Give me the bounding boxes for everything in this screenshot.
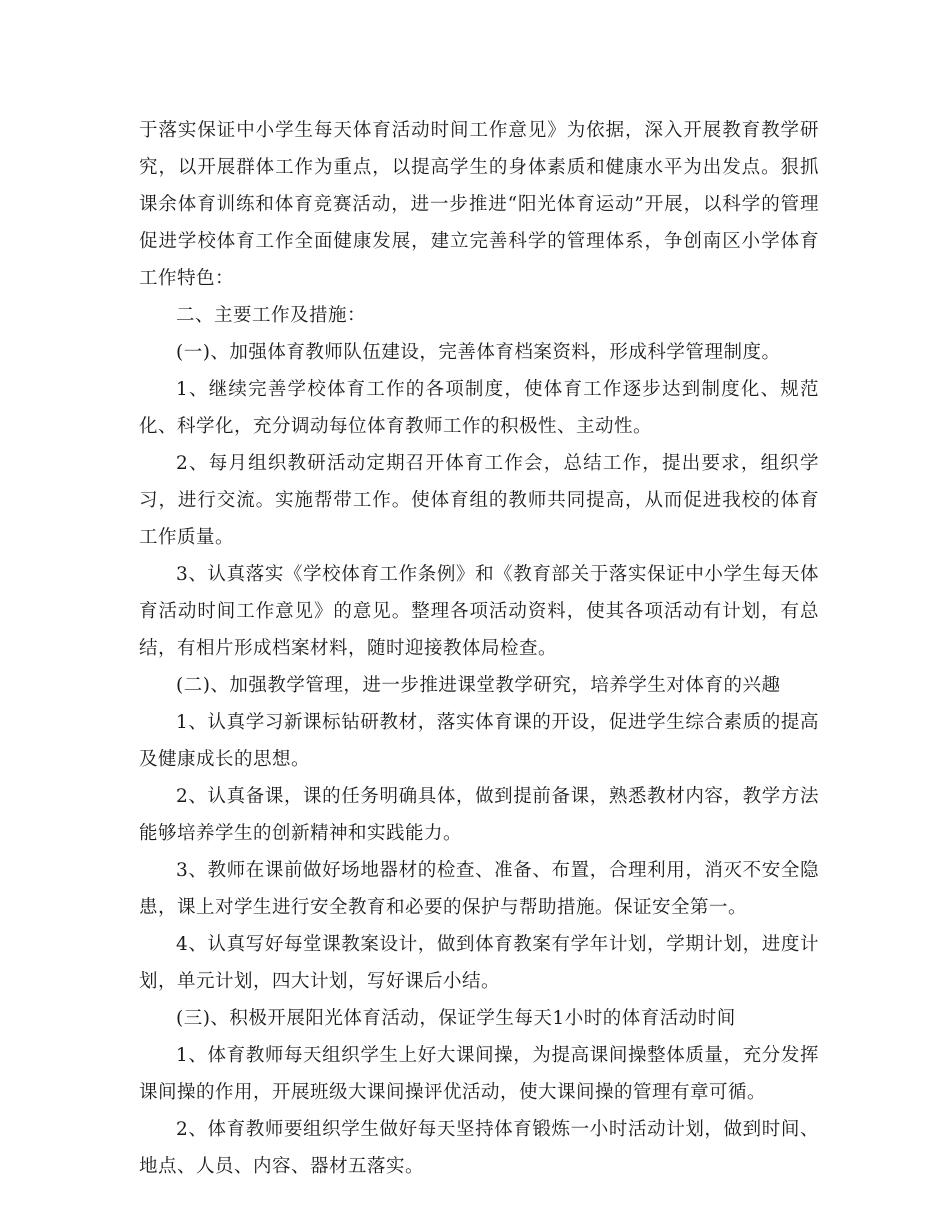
list-item: 2、每月组织教研活动定期召开体育工作会，总结工作，提出要求，组织学习，进行交流。实施帮带工作。使体育组的教师共同提高，从而促进我校的体育工作质量。 xyxy=(139,453,819,548)
section-heading-main-work: 二、主要工作及措施： xyxy=(176,305,367,326)
list-item: 1、认真学习新课标钻研教材，落实体育课的开设，促进学生综合素质的提高及健康成长的思想。 xyxy=(139,712,819,770)
subsection-heading-3: (三)、积极开展阳光体育活动，保证学生每天1小时的体育活动时间 xyxy=(176,1008,736,1029)
list-item: 2、认真备课，课的任务明确具体，做到提前备课，熟悉教材内容，教学方法能够培养学生的创新精神和实践能力。 xyxy=(139,786,819,844)
list-item: 1、体育教师每天组织学生上好大课间操，为提高课间操整体质量，充分发挥课间操的作用，开展班级大课间操评优活动，使大课间操的管理有章可循。 xyxy=(139,1045,819,1103)
document-body xyxy=(139,112,819,1185)
subsection-heading-2: (二)、加强教学管理，进一步推进课堂教学研究，培养学生对体育的兴趣 xyxy=(176,675,781,696)
list-item: 3、教师在课前做好场地器材的检查、准备、布置，合理利用，消灭不安全隐患，课上对学生进行安全教育和必要的保护与帮助措施。保证安全第一。 xyxy=(139,860,819,918)
list-item: 4、认真写好每堂课教案设计，做到体育教案有学年计划，学期计划，进度计划，单元计划，四大计划，写好课后小结。 xyxy=(139,934,819,992)
paragraph-intro-continuation: 于落实保证中小学生每天体育活动时间工作意见》为依据，深入开展教育教学研究，以开展群体工作为重点，以提高学生的身体素质和健康水平为出发点。狠抓课余体育训练和体育竞赛活动，进一步推进“阳光体育运动”开展，以科学的管理促进学校体育工作全面健康发展，建立完善科学的管理体系，争创南区小学体育工作特色： xyxy=(139,120,819,289)
list-item: 2、体育教师要组织学生做好每天坚持体育锻炼一小时活动计划，做到时间、地点、人员、内容、器材五落实。 xyxy=(139,1119,819,1177)
list-item: 3、认真落实《学校体育工作条例》和《教育部关于落实保证中小学生每天体育活动时间工作意见》的意见。整理各项活动资料，使其各项活动有计划，有总结，有相片形成档案材料，随时迎接教体局检查。 xyxy=(139,564,819,659)
subsection-heading-1: (一)、加强体育教师队伍建设，完善体育档案资料，形成科学管理制度。 xyxy=(176,342,781,363)
list-item: 1、继续完善学校体育工作的各项制度，使体育工作逐步达到制度化、规范化、科学化，充分调动每位体育教师工作的积极性、主动性。 xyxy=(139,379,819,437)
